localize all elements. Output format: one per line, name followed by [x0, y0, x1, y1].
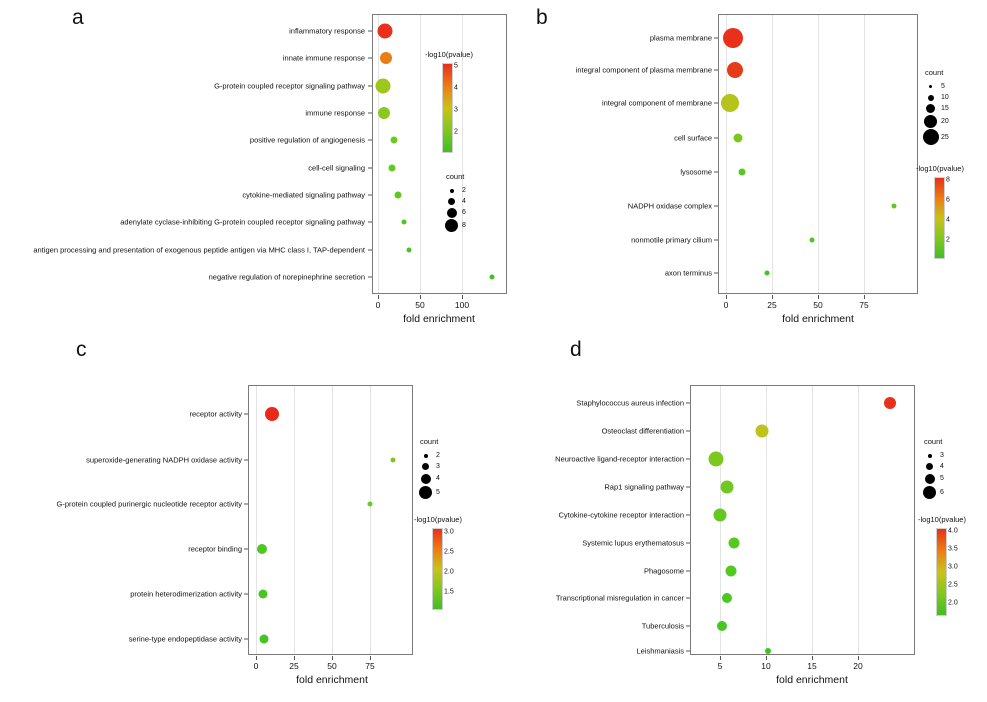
data-point — [257, 544, 267, 554]
legend-label: 5 — [941, 83, 945, 90]
panel-b-ytick-2 — [714, 103, 718, 104]
panel-a-ylabel-5: cell-cell signaling — [308, 163, 365, 173]
panel-a-ylabel-3: immune response — [305, 108, 365, 118]
panel-b-xtick-3 — [864, 295, 865, 299]
panel-b-size-legend — [925, 68, 949, 146]
panel-d-colorbar-tick-3: 2.5 — [948, 581, 958, 589]
panel-c-xticklabel-3: 75 — [365, 661, 375, 671]
legend-item — [446, 185, 466, 196]
panel-b-ytick-0 — [714, 38, 718, 39]
panel-c-ytick-1 — [244, 460, 248, 461]
data-point — [729, 538, 740, 549]
panel-a-ylabel-6: cytokine-mediated signaling pathway — [242, 190, 365, 200]
panel-a-colorbar-title: -log10(pvalue) — [425, 50, 473, 59]
panel-c-colorbar-tick-0: 3.0 — [444, 528, 454, 536]
panel-d-ytick-7 — [686, 598, 690, 599]
panel-a-xticklabel-1: 50 — [415, 300, 425, 310]
panel-b-ylabel-5: NADPH oxidase complex — [627, 201, 712, 211]
panel-a-colorbar-tick-2: 3 — [454, 106, 458, 114]
panel-b-colorbar-tick-1: 6 — [946, 196, 950, 204]
legend-dot-icon — [424, 454, 428, 458]
panel-d-ytick-0 — [686, 403, 690, 404]
data-point — [765, 271, 770, 276]
data-point — [721, 481, 734, 494]
legend-item — [925, 128, 949, 146]
legend-label: 2 — [436, 452, 440, 459]
legend-dot-icon — [929, 85, 932, 88]
panel-c-xtick-3 — [370, 656, 371, 660]
panel-a-ytick-2 — [368, 86, 372, 87]
legend-label: 25 — [941, 133, 949, 141]
panel-a-colorbar-tick-1: 4 — [454, 84, 458, 92]
panel-a-ytick-6 — [368, 195, 372, 196]
panel-c-letter: c — [76, 338, 87, 361]
panel-b-xticklabel-3: 75 — [859, 300, 869, 310]
legend-dot-icon — [445, 219, 458, 232]
legend-item — [924, 461, 944, 472]
panel-b-colorbar — [934, 177, 945, 259]
panel-b-xticklabel-1: 25 — [767, 300, 777, 310]
legend-label: 10 — [941, 94, 949, 101]
panel-a-ylabel-0: inflammatory response — [289, 26, 365, 36]
legend-item — [925, 92, 949, 103]
panel-b-gridline-x0 — [726, 15, 727, 293]
panel-d-ylabel-9: Leishmaniasis — [636, 646, 684, 656]
panel-d-xticklabel-2: 15 — [807, 661, 817, 671]
panel-a-xtick-0 — [378, 295, 379, 299]
data-point — [726, 566, 737, 577]
legend-dot-icon — [422, 463, 429, 470]
panel-d-ytick-1 — [686, 431, 690, 432]
panel-b-xaxis-title: fold enrichment — [782, 313, 854, 325]
panel-b-ylabel-4: lysosome — [680, 167, 712, 177]
legend-label: 6 — [462, 209, 466, 216]
panel-c-xtick-1 — [294, 656, 295, 660]
panel-a-ylabel-9: negative regulation of norepinephrine secretion — [208, 272, 365, 282]
data-point — [407, 248, 412, 253]
panel-b-ylabel-2: integral component of membrane — [601, 98, 712, 108]
panel-a-ylabel-7: adenylate cyclase-inhibiting G-protein coupled receptor signaling pathway — [120, 217, 365, 227]
panel-a-xtick-1 — [420, 295, 421, 299]
data-point — [721, 94, 739, 112]
panel-d-size-legend — [924, 437, 944, 500]
legend-item — [446, 196, 466, 207]
legend-item — [925, 81, 949, 92]
legend-item — [925, 114, 949, 128]
data-point — [265, 407, 279, 421]
panel-d-xtick-1 — [766, 656, 767, 660]
panel-c-ylabel-2: G-protein coupled purinergic nucleotide receptor activity — [56, 499, 242, 509]
panel-a-ytick-0 — [368, 31, 372, 32]
panel-c-gridline-x50 — [332, 386, 333, 654]
legend-label: 4 — [940, 463, 944, 470]
data-point — [395, 192, 402, 199]
panel-a-xtick-2 — [462, 295, 463, 299]
legend-dot-icon — [926, 104, 935, 113]
data-point — [714, 509, 727, 522]
panel-a-xticklabel-0: 0 — [375, 300, 381, 310]
legend-dot-icon — [419, 486, 432, 499]
panel-c-size-legend — [420, 437, 440, 500]
panel-b-gridline-x75 — [864, 15, 865, 293]
panel-a-ytick-7 — [368, 222, 372, 223]
panel-d-ylabel-6: Phagosome — [643, 566, 684, 576]
panel-c-ylabel-1: superoxide-generating NADPH oxidase activity — [86, 455, 242, 465]
panel-c-xaxis-title: fold enrichment — [296, 674, 368, 686]
data-point — [391, 137, 398, 144]
panel-c-xtick-2 — [332, 656, 333, 660]
panel-b-xticklabel-0: 0 — [723, 300, 729, 310]
panel-c-colorbar-tick-3: 1.5 — [444, 588, 454, 596]
data-point — [727, 62, 743, 78]
legend-dot-icon — [447, 208, 457, 218]
data-point — [378, 107, 390, 119]
panel-d-gridline-x20 — [858, 386, 859, 654]
panel-c-colorbar — [432, 528, 443, 610]
data-point — [376, 79, 391, 94]
panel-c-gridline-x0 — [256, 386, 257, 654]
panel-c-ytick-3 — [244, 549, 248, 550]
panel-d-colorbar-tick-0: 4.0 — [948, 527, 958, 535]
legend-label: 3 — [436, 463, 440, 470]
panel-b-size-legend-title: count — [925, 68, 944, 77]
data-point — [490, 275, 495, 280]
data-point — [810, 238, 815, 243]
panel-a-letter: a — [72, 6, 84, 29]
panel-c-xticklabel-1: 25 — [289, 661, 299, 671]
panel-d-ylabel-7: Transcriptional misregulation in cancer — [555, 593, 684, 603]
panel-d-ytick-5 — [686, 543, 690, 544]
data-point — [260, 635, 269, 644]
panel-a-ylabel-8: antigen processing and presentation of exogenous peptide antigen via MHC class I, TAP-dependent — [33, 245, 365, 255]
panel-b-colorbar-tick-0: 8 — [946, 176, 950, 184]
panel-d-colorbar-tick-4: 2.0 — [948, 599, 958, 607]
panel-b-ytick-4 — [714, 172, 718, 173]
panel-c-colorbar-title: -log10(pvalue) — [414, 515, 462, 524]
panel-d-size-legend-title: count — [924, 437, 943, 446]
legend-item — [924, 485, 944, 500]
panel-c-ylabel-3: receptor binding — [188, 544, 242, 554]
panel-c-colorbar-tick-2: 2.0 — [444, 568, 454, 576]
legend-dot-icon — [923, 486, 936, 499]
panel-d-xtick-3 — [858, 656, 859, 660]
panel-a-ytick-9 — [368, 277, 372, 278]
panel-b-colorbar-tick-2: 4 — [946, 216, 950, 224]
legend-item — [924, 450, 944, 461]
data-point — [892, 204, 897, 209]
data-point — [368, 502, 373, 507]
panel-d-ylabel-1: Osteoclast differentiation — [601, 426, 684, 436]
legend-label: 6 — [940, 489, 944, 496]
panel-a-xticklabel-2: 100 — [454, 300, 470, 310]
legend-label: 15 — [941, 105, 949, 112]
panel-d-colorbar-tick-2: 3.0 — [948, 563, 958, 571]
data-point — [380, 52, 392, 64]
panel-d-colorbar-title: -log10(pvalue) — [918, 515, 966, 524]
legend-dot-icon — [448, 198, 455, 205]
legend-dot-icon — [421, 474, 431, 484]
legend-dot-icon — [925, 474, 935, 484]
legend-item — [925, 103, 949, 114]
legend-item — [420, 461, 440, 472]
panel-c-ytick-5 — [244, 639, 248, 640]
legend-label: 4 — [436, 475, 440, 482]
data-point — [389, 165, 396, 172]
data-point — [765, 648, 771, 654]
panel-c-xticklabel-2: 50 — [327, 661, 337, 671]
panel-b-ylabel-3: cell surface — [674, 133, 712, 143]
panel-b-gridline-x25 — [772, 15, 773, 293]
legend-label: 3 — [940, 452, 944, 459]
panel-c-size-legend-title: count — [420, 437, 439, 446]
panel-d-ytick-2 — [686, 459, 690, 460]
panel-b-ytick-7 — [714, 273, 718, 274]
panel-c-ytick-0 — [244, 414, 248, 415]
legend-item — [420, 450, 440, 461]
panel-c-ylabel-4: protein heterodimerization activity — [130, 589, 242, 599]
data-point — [723, 28, 743, 48]
legend-label: 2 — [462, 187, 466, 194]
panel-a-ytick-5 — [368, 168, 372, 169]
panel-d-colorbar — [936, 528, 947, 616]
panel-a-ytick-4 — [368, 140, 372, 141]
panel-a-ytick-3 — [368, 113, 372, 114]
panel-d-xticklabel-0: 5 — [717, 661, 723, 671]
panel-a-ytick-1 — [368, 58, 372, 59]
legend-item — [924, 472, 944, 485]
panel-b-letter: b — [536, 6, 548, 29]
data-point — [717, 621, 727, 631]
legend-item — [420, 485, 440, 500]
panel-d-ylabel-0: Staphylococcus aureus infection — [576, 398, 684, 408]
panel-d-xticklabel-1: 10 — [761, 661, 771, 671]
panel-c-ylabel-0: receptor activity — [189, 409, 242, 419]
panel-d-ylabel-3: Rap1 signaling pathway — [604, 482, 684, 492]
panel-c-gridline-x25 — [294, 386, 295, 654]
legend-label: 5 — [436, 489, 440, 496]
panel-b-colorbar-title: -log10(pvalue) — [916, 164, 964, 173]
panel-d-colorbar-tick-1: 3.5 — [948, 545, 958, 553]
panel-b-ylabel-1: integral component of plasma membrane — [575, 65, 712, 75]
legend-label: 8 — [462, 221, 466, 229]
legend-item — [446, 207, 466, 218]
legend-item — [420, 472, 440, 485]
panel-b-xtick-0 — [726, 295, 727, 299]
panel-b-ytick-5 — [714, 206, 718, 207]
panel-c-gridline-x75 — [370, 386, 371, 654]
panel-c-ylabel-5: serine-type endopeptidase activity — [128, 634, 242, 644]
data-point — [709, 452, 724, 467]
panel-b-gridline-x50 — [818, 15, 819, 293]
panel-b-ylabel-0: plasma membrane — [649, 33, 712, 43]
panel-b-xticklabel-2: 50 — [813, 300, 823, 310]
legend-label: 20 — [941, 117, 949, 125]
panel-b-ytick-1 — [714, 70, 718, 71]
panel-d-ytick-4 — [686, 515, 690, 516]
legend-dot-icon — [450, 189, 454, 193]
panel-b-ytick-6 — [714, 240, 718, 241]
data-point — [722, 593, 732, 603]
panel-b-ylabel-6: nonmotile primary cilium — [631, 235, 712, 245]
panel-c-xtick-0 — [256, 656, 257, 660]
panel-d-ytick-3 — [686, 487, 690, 488]
panel-a-ytick-8 — [368, 250, 372, 251]
panel-d-xticklabel-3: 20 — [853, 661, 863, 671]
legend-dot-icon — [924, 115, 937, 128]
panel-d-gridline-x15 — [812, 386, 813, 654]
panel-a-ylabel-4: positive regulation of angiogenesis — [249, 135, 365, 145]
legend-dot-icon — [928, 95, 934, 101]
panel-c-xticklabel-0: 0 — [253, 661, 259, 671]
data-point — [402, 220, 407, 225]
panel-b-xtick-1 — [772, 295, 773, 299]
panel-d-ytick-6 — [686, 571, 690, 572]
data-point — [391, 458, 396, 463]
panel-b-xtick-2 — [818, 295, 819, 299]
panel-d-ytick-9 — [686, 651, 690, 652]
panel-a-colorbar-tick-0: 5 — [454, 62, 458, 70]
legend-label: 4 — [462, 198, 466, 205]
panel-c-ytick-4 — [244, 594, 248, 595]
panel-d-ytick-8 — [686, 626, 690, 627]
panel-c-plot-area — [248, 385, 413, 655]
data-point — [756, 425, 769, 438]
panel-a-ylabel-2: G-protein coupled receptor signaling pathway — [214, 81, 365, 91]
panel-c-colorbar-tick-1: 2.5 — [444, 548, 454, 556]
legend-dot-icon — [923, 129, 939, 145]
panel-d-xaxis-title: fold enrichment — [776, 674, 848, 686]
panel-a-xaxis-title: fold enrichment — [403, 313, 475, 325]
panel-d-letter: d — [570, 338, 582, 361]
panel-d-ylabel-8: Tuberculosis — [641, 621, 684, 631]
legend-item — [446, 218, 466, 232]
panel-a-gridline-x50 — [420, 15, 421, 293]
panel-a-gridline-x0 — [378, 15, 379, 293]
panel-a-ylabel-1: innate immune response — [282, 53, 365, 63]
panel-d-ylabel-4: Cytokine-cytokine receptor interaction — [558, 510, 684, 520]
panel-a-colorbar — [442, 63, 453, 153]
panel-a-size-legend-title: count — [446, 172, 465, 181]
panel-b-ytick-3 — [714, 138, 718, 139]
panel-b-colorbar-tick-3: 2 — [946, 236, 950, 244]
data-point — [884, 397, 896, 409]
panel-d-xtick-2 — [812, 656, 813, 660]
legend-label: 5 — [940, 475, 944, 482]
data-point — [259, 590, 268, 599]
panel-a-size-legend — [446, 172, 466, 232]
panel-d-xtick-0 — [720, 656, 721, 660]
legend-dot-icon — [928, 454, 932, 458]
panel-d-ylabel-5: Systemic lupus erythematosus — [582, 538, 684, 548]
data-point — [734, 134, 743, 143]
data-point — [378, 24, 393, 39]
panel-b-ylabel-7: axon terminus — [664, 268, 712, 278]
panel-a-colorbar-tick-3: 2 — [454, 128, 458, 136]
legend-dot-icon — [926, 463, 933, 470]
panel-c-ytick-2 — [244, 504, 248, 505]
panel-d-ylabel-2: Neuroactive ligand-receptor interaction — [555, 454, 684, 464]
data-point — [739, 169, 746, 176]
